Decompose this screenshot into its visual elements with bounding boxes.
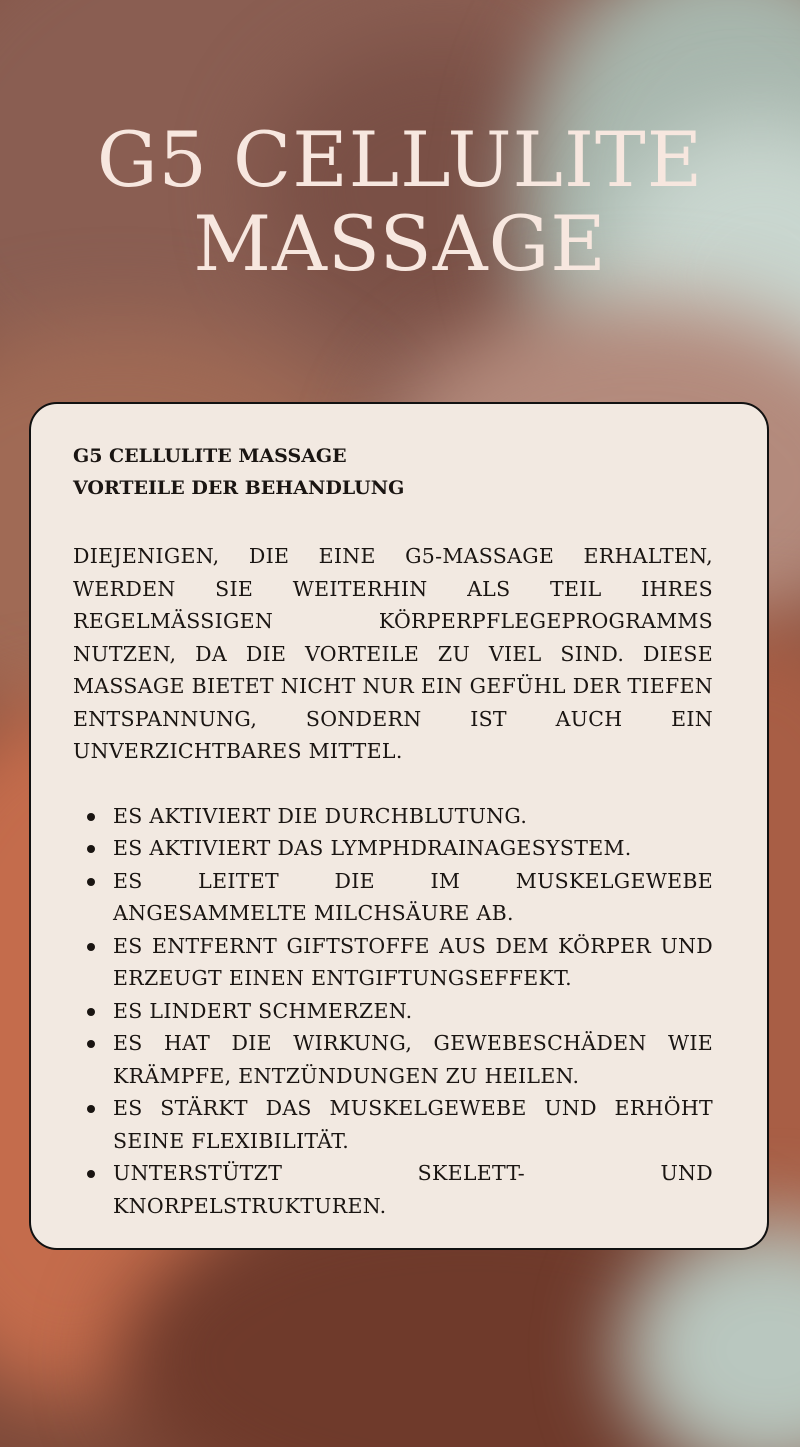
bullet-icon (87, 1008, 95, 1016)
benefit-item (73, 1027, 713, 1092)
info-card (29, 402, 769, 1250)
benefit-text: ES AKTIVIERT DIE DURCHBLUTUNG. (113, 803, 528, 828)
page-title-line-2: MASSAGE (193, 199, 607, 288)
benefit-text: UNTERSTÜTZT SKELETT- UND KNORPELSTRUKTUREN. (113, 1161, 713, 1218)
benefit-item (73, 1157, 713, 1222)
intro-paragraph: DIEJENIGEN, DIE EINE G5-MASSAGE ERHALTEN, WERDEN SIE WEITERHIN ALS TEIL IHRES REGELMÄSSIGEN KÖRPERPFLEGEPROGRAMMS NUTZEN, DA DIE VORTEILE ZU VIEL SIND. DIESE MASSAGE BIETET NICHT NUR EIN GEFÜHL DER TIEFEN ENTSPANNUNG, SONDERN IST AUCH EIN UNVERZICHTBARES MITTEL. (73, 544, 713, 763)
benefit-item (73, 800, 713, 833)
benefit-text: ES AKTIVIERT DAS LYMPHDRAINAGESYSTEM. (113, 836, 632, 860)
card-heading-title: G5 CELLULITE MASSAGE (73, 445, 347, 467)
card-heading-subtitle: VORTEILE DER BEHANDLUNG (73, 477, 405, 499)
bullet-icon (87, 1170, 95, 1178)
benefit-item (73, 995, 713, 1028)
benefit-item (73, 930, 713, 995)
benefit-item (73, 1092, 713, 1157)
bullet-icon (87, 943, 95, 951)
benefit-text: ES STÄRKT DAS MUSKELGEWEBE UND ERHÖHT SEINE FLEXIBILITÄT. (113, 1096, 713, 1153)
benefit-text: ES LEITET DIE IM MUSKELGEWEBE ANGESAMMELTE MILCHSÄURE AB. (113, 868, 713, 925)
bullet-icon (87, 878, 95, 886)
benefit-text: ES HAT DIE WIRKUNG, GEWEBESCHÄDEN WIE KRÄMPFE, ENTZÜNDUNGEN ZU HEILEN. (113, 1031, 713, 1088)
benefit-item (73, 832, 713, 865)
bullet-icon (87, 1040, 95, 1048)
benefit-text: ES LINDERT SCHMERZEN. (113, 998, 413, 1023)
benefit-item (73, 865, 713, 930)
bullet-icon (87, 813, 95, 821)
benefits-list (73, 800, 713, 1223)
page-title-line-1: G5 CELLULITE (96, 115, 704, 204)
bullet-icon (87, 1105, 95, 1113)
benefit-text: ES ENTFERNT GIFTSTOFFE AUS DEM KÖRPER UND ERZEUGT EINEN ENTGIFTUNGSEFFEKT. (113, 933, 713, 990)
bullet-icon (87, 845, 95, 853)
page-title (0, 115, 800, 288)
